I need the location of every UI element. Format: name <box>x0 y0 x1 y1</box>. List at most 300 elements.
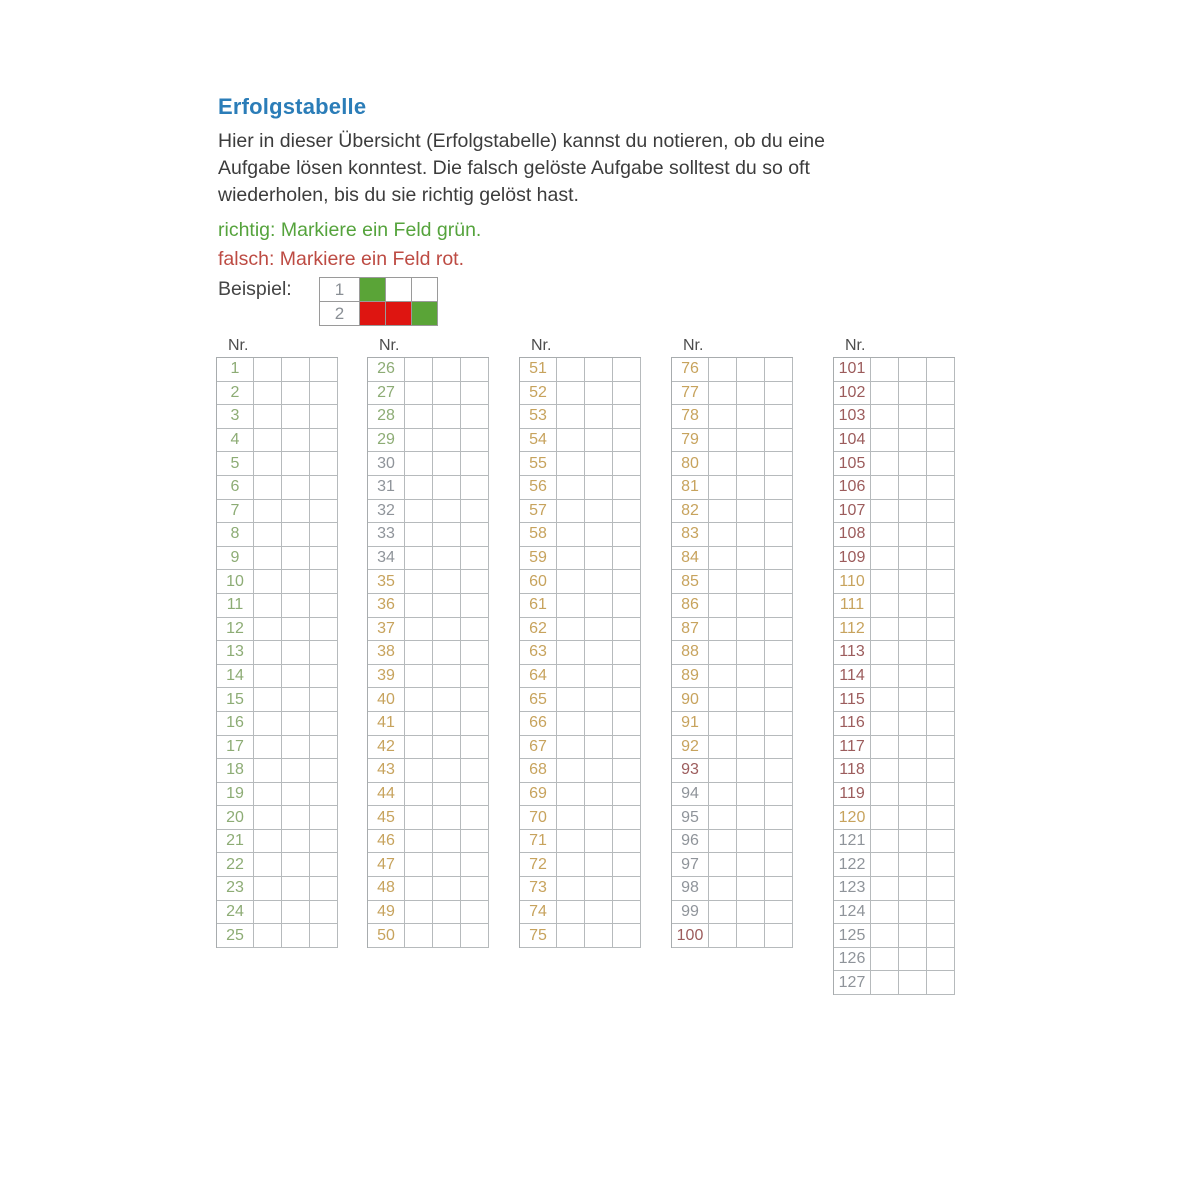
table-column <box>833 337 955 995</box>
mark-cell <box>310 736 338 760</box>
mark-cell <box>871 688 899 712</box>
mark-cell <box>282 924 310 948</box>
task-number-cell: 60 <box>520 570 557 594</box>
mark-cell <box>557 924 585 948</box>
mark-cell <box>709 688 737 712</box>
task-number-cell: 98 <box>672 877 709 901</box>
mark-cell <box>433 924 461 948</box>
task-number-cell: 76 <box>672 358 709 382</box>
mark-cell <box>613 806 641 830</box>
mark-cell <box>871 901 899 925</box>
mark-cell <box>310 641 338 665</box>
mark-cell <box>310 382 338 406</box>
mark-cell <box>613 570 641 594</box>
mark-cell <box>405 736 433 760</box>
table-grid <box>519 357 641 948</box>
mark-cell <box>433 736 461 760</box>
example-mark-cell-green <box>412 302 438 326</box>
mark-cell <box>585 712 613 736</box>
mark-cell <box>282 853 310 877</box>
task-number-cell: 46 <box>368 830 405 854</box>
mark-cell <box>310 618 338 642</box>
mark-cell <box>557 405 585 429</box>
mark-cell <box>433 853 461 877</box>
mark-cell <box>927 712 955 736</box>
mark-cell <box>585 853 613 877</box>
mark-cell <box>433 665 461 689</box>
task-number-cell: 127 <box>834 971 871 995</box>
mark-cell <box>737 618 765 642</box>
mark-cell <box>585 736 613 760</box>
mark-cell <box>310 358 338 382</box>
task-number-cell: 81 <box>672 476 709 500</box>
mark-cell <box>709 429 737 453</box>
task-number-cell: 62 <box>520 618 557 642</box>
mark-cell <box>433 688 461 712</box>
mark-cell <box>765 759 793 783</box>
mark-cell <box>709 830 737 854</box>
mark-cell <box>310 476 338 500</box>
mark-cell <box>927 618 955 642</box>
mark-cell <box>899 452 927 476</box>
mark-cell <box>765 688 793 712</box>
mark-cell <box>871 405 899 429</box>
mark-cell <box>927 665 955 689</box>
mark-cell <box>765 806 793 830</box>
mark-cell <box>405 665 433 689</box>
task-number-cell: 20 <box>217 806 254 830</box>
mark-cell <box>282 877 310 901</box>
mark-cell <box>737 901 765 925</box>
mark-cell <box>585 924 613 948</box>
mark-cell <box>927 806 955 830</box>
mark-cell <box>557 736 585 760</box>
task-number-cell: 103 <box>834 405 871 429</box>
mark-cell <box>282 759 310 783</box>
table-header: Nr. <box>379 337 400 354</box>
mark-cell <box>310 500 338 524</box>
mark-cell <box>585 476 613 500</box>
task-number-cell: 29 <box>368 429 405 453</box>
mark-cell <box>927 500 955 524</box>
mark-cell <box>765 405 793 429</box>
table-column <box>216 337 338 948</box>
mark-cell <box>765 547 793 571</box>
task-number-cell: 36 <box>368 594 405 618</box>
mark-cell <box>461 382 489 406</box>
mark-cell <box>585 641 613 665</box>
mark-cell <box>613 476 641 500</box>
task-number-cell: 67 <box>520 736 557 760</box>
mark-cell <box>461 665 489 689</box>
mark-cell <box>433 476 461 500</box>
mark-cell <box>737 924 765 948</box>
mark-cell <box>310 924 338 948</box>
mark-cell <box>433 594 461 618</box>
mark-cell <box>282 901 310 925</box>
mark-cell <box>433 783 461 807</box>
mark-cell <box>585 665 613 689</box>
mark-cell <box>405 688 433 712</box>
mark-cell <box>765 641 793 665</box>
task-number-cell: 105 <box>834 452 871 476</box>
mark-cell <box>254 594 282 618</box>
mark-cell <box>254 877 282 901</box>
mark-cell <box>433 570 461 594</box>
table-column <box>671 337 793 948</box>
mark-cell <box>737 500 765 524</box>
mark-cell <box>871 618 899 642</box>
mark-cell <box>461 476 489 500</box>
mark-cell <box>871 877 899 901</box>
table-grid <box>216 357 338 948</box>
mark-cell <box>405 358 433 382</box>
task-number-cell: 18 <box>217 759 254 783</box>
mark-cell <box>927 405 955 429</box>
task-number-cell: 79 <box>672 429 709 453</box>
mark-cell <box>310 429 338 453</box>
mark-cell <box>585 452 613 476</box>
mark-cell <box>282 452 310 476</box>
mark-cell <box>433 759 461 783</box>
mark-cell <box>927 736 955 760</box>
task-number-cell: 40 <box>368 688 405 712</box>
mark-cell <box>282 830 310 854</box>
task-number-cell: 14 <box>217 665 254 689</box>
task-number-cell: 12 <box>217 618 254 642</box>
mark-cell <box>871 452 899 476</box>
task-number-cell: 59 <box>520 547 557 571</box>
mark-cell <box>585 618 613 642</box>
example-number-cell: 2 <box>320 302 360 326</box>
mark-cell <box>765 358 793 382</box>
mark-cell <box>433 358 461 382</box>
task-number-cell: 3 <box>217 405 254 429</box>
mark-cell <box>557 618 585 642</box>
task-number-cell: 77 <box>672 382 709 406</box>
mark-cell <box>310 523 338 547</box>
mark-cell <box>557 429 585 453</box>
mark-cell <box>405 476 433 500</box>
mark-cell <box>871 476 899 500</box>
mark-cell <box>737 405 765 429</box>
mark-cell <box>871 641 899 665</box>
table-grid <box>671 357 793 948</box>
mark-cell <box>613 429 641 453</box>
mark-cell <box>405 901 433 925</box>
mark-cell <box>709 547 737 571</box>
mark-cell <box>927 594 955 618</box>
task-number-cell: 94 <box>672 783 709 807</box>
mark-cell <box>282 476 310 500</box>
mark-cell <box>433 500 461 524</box>
mark-cell <box>927 429 955 453</box>
mark-cell <box>899 618 927 642</box>
task-number-cell: 53 <box>520 405 557 429</box>
mark-cell <box>254 641 282 665</box>
task-number-cell: 15 <box>217 688 254 712</box>
task-number-cell: 90 <box>672 688 709 712</box>
mark-cell <box>709 665 737 689</box>
task-number-cell: 2 <box>217 382 254 406</box>
mark-cell <box>613 924 641 948</box>
mark-cell <box>282 570 310 594</box>
mark-cell <box>433 382 461 406</box>
mark-cell <box>433 712 461 736</box>
task-number-cell: 21 <box>217 830 254 854</box>
mark-cell <box>310 570 338 594</box>
mark-cell <box>585 429 613 453</box>
task-number-cell: 50 <box>368 924 405 948</box>
task-number-cell: 49 <box>368 901 405 925</box>
task-number-cell: 121 <box>834 830 871 854</box>
task-number-cell: 47 <box>368 853 405 877</box>
mark-cell <box>461 594 489 618</box>
mark-cell <box>310 783 338 807</box>
task-number-cell: 23 <box>217 877 254 901</box>
mark-cell <box>254 429 282 453</box>
task-number-cell: 84 <box>672 547 709 571</box>
mark-cell <box>613 500 641 524</box>
mark-cell <box>254 665 282 689</box>
mark-cell <box>871 783 899 807</box>
intro-line: Hier in dieser Übersicht (Erfolgstabelle) kannst du notieren, ob du eine <box>218 130 825 152</box>
mark-cell <box>871 948 899 972</box>
mark-cell <box>433 405 461 429</box>
mark-cell <box>254 500 282 524</box>
mark-cell <box>310 759 338 783</box>
mark-cell <box>557 806 585 830</box>
mark-cell <box>254 382 282 406</box>
mark-cell <box>871 806 899 830</box>
mark-cell <box>871 665 899 689</box>
mark-cell <box>613 641 641 665</box>
mark-cell <box>433 877 461 901</box>
task-number-cell: 63 <box>520 641 557 665</box>
mark-cell <box>557 500 585 524</box>
mark-cell <box>613 759 641 783</box>
mark-cell <box>254 759 282 783</box>
table-grid <box>367 357 489 948</box>
mark-cell <box>585 547 613 571</box>
mark-cell <box>737 382 765 406</box>
mark-cell <box>709 452 737 476</box>
mark-cell <box>585 500 613 524</box>
mark-cell <box>557 594 585 618</box>
task-number-cell: 66 <box>520 712 557 736</box>
example-mark-cell <box>386 278 412 302</box>
mark-cell <box>461 783 489 807</box>
mark-cell <box>585 830 613 854</box>
mark-cell <box>927 877 955 901</box>
mark-cell <box>405 523 433 547</box>
mark-cell <box>927 688 955 712</box>
mark-cell <box>709 476 737 500</box>
mark-cell <box>405 853 433 877</box>
mark-cell <box>282 594 310 618</box>
task-number-cell: 28 <box>368 405 405 429</box>
mark-cell <box>765 618 793 642</box>
mark-cell <box>254 853 282 877</box>
task-number-cell: 8 <box>217 523 254 547</box>
task-number-cell: 82 <box>672 500 709 524</box>
task-number-cell: 95 <box>672 806 709 830</box>
mark-cell <box>557 712 585 736</box>
mark-cell <box>310 547 338 571</box>
task-number-cell: 100 <box>672 924 709 948</box>
mark-cell <box>557 901 585 925</box>
mark-cell <box>585 523 613 547</box>
mark-cell <box>585 570 613 594</box>
mark-cell <box>557 570 585 594</box>
mark-cell <box>927 948 955 972</box>
mark-cell <box>461 736 489 760</box>
task-number-cell: 115 <box>834 688 871 712</box>
task-number-cell: 109 <box>834 547 871 571</box>
mark-cell <box>899 405 927 429</box>
task-number-cell: 1 <box>217 358 254 382</box>
task-number-cell: 122 <box>834 853 871 877</box>
example-label: Beispiel: <box>218 278 292 300</box>
mark-cell <box>899 688 927 712</box>
mark-cell <box>310 594 338 618</box>
task-number-cell: 10 <box>217 570 254 594</box>
task-number-cell: 75 <box>520 924 557 948</box>
task-number-cell: 56 <box>520 476 557 500</box>
mark-cell <box>871 853 899 877</box>
mark-cell <box>282 712 310 736</box>
task-number-cell: 111 <box>834 594 871 618</box>
task-number-cell: 123 <box>834 877 871 901</box>
mark-cell <box>310 830 338 854</box>
task-number-cell: 80 <box>672 452 709 476</box>
mark-cell <box>613 523 641 547</box>
task-number-cell: 112 <box>834 618 871 642</box>
task-number-cell: 85 <box>672 570 709 594</box>
mark-cell <box>899 830 927 854</box>
task-number-cell: 99 <box>672 901 709 925</box>
mark-cell <box>282 806 310 830</box>
task-number-cell: 6 <box>217 476 254 500</box>
mark-cell <box>461 712 489 736</box>
task-number-cell: 7 <box>217 500 254 524</box>
mark-cell <box>899 877 927 901</box>
mark-cell <box>461 901 489 925</box>
table-header: Nr. <box>845 337 866 354</box>
mark-cell <box>709 570 737 594</box>
task-number-cell: 5 <box>217 452 254 476</box>
mark-cell <box>433 641 461 665</box>
mark-cell <box>709 853 737 877</box>
task-number-cell: 101 <box>834 358 871 382</box>
mark-cell <box>613 594 641 618</box>
task-number-cell: 126 <box>834 948 871 972</box>
mark-cell <box>282 618 310 642</box>
mark-cell <box>433 547 461 571</box>
mark-cell <box>927 924 955 948</box>
mark-cell <box>405 429 433 453</box>
mark-cell <box>254 618 282 642</box>
mark-cell <box>282 358 310 382</box>
mark-cell <box>310 806 338 830</box>
mark-cell <box>461 405 489 429</box>
task-number-cell: 42 <box>368 736 405 760</box>
task-number-cell: 55 <box>520 452 557 476</box>
task-number-cell: 104 <box>834 429 871 453</box>
mark-cell <box>737 594 765 618</box>
mark-cell <box>585 877 613 901</box>
mark-cell <box>737 358 765 382</box>
mark-cell <box>405 877 433 901</box>
mark-cell <box>613 712 641 736</box>
example-mark-cell-red <box>386 302 412 326</box>
mark-cell <box>282 429 310 453</box>
mark-cell <box>433 806 461 830</box>
mark-cell <box>433 901 461 925</box>
mark-cell <box>737 688 765 712</box>
mark-cell <box>899 759 927 783</box>
task-number-cell: 83 <box>672 523 709 547</box>
mark-cell <box>461 853 489 877</box>
task-number-cell: 33 <box>368 523 405 547</box>
mark-cell <box>461 570 489 594</box>
mark-cell <box>871 971 899 995</box>
mark-cell <box>405 547 433 571</box>
intro-line: Aufgabe lösen konntest. Die falsch gelöste Aufgabe solltest du so oft <box>218 157 810 179</box>
mark-cell <box>310 405 338 429</box>
mark-cell <box>254 783 282 807</box>
mark-cell <box>871 500 899 524</box>
mark-cell <box>899 382 927 406</box>
mark-cell <box>737 759 765 783</box>
task-number-cell: 38 <box>368 641 405 665</box>
mark-cell <box>765 783 793 807</box>
mark-cell <box>899 806 927 830</box>
task-number-cell: 9 <box>217 547 254 571</box>
mark-cell <box>310 877 338 901</box>
mark-cell <box>557 476 585 500</box>
task-number-cell: 89 <box>672 665 709 689</box>
mark-cell <box>899 712 927 736</box>
task-number-cell: 68 <box>520 759 557 783</box>
mark-cell <box>899 476 927 500</box>
task-number-cell: 31 <box>368 476 405 500</box>
mark-cell <box>254 405 282 429</box>
mark-cell <box>282 665 310 689</box>
mark-cell <box>899 594 927 618</box>
mark-cell <box>927 759 955 783</box>
mark-cell <box>737 736 765 760</box>
mark-cell <box>282 641 310 665</box>
mark-cell <box>927 358 955 382</box>
mark-cell <box>927 452 955 476</box>
mark-cell <box>613 547 641 571</box>
task-number-cell: 35 <box>368 570 405 594</box>
task-number-cell: 86 <box>672 594 709 618</box>
example-mark-cell-red <box>360 302 386 326</box>
task-number-cell: 58 <box>520 523 557 547</box>
mark-cell <box>585 382 613 406</box>
task-number-cell: 119 <box>834 783 871 807</box>
table-column <box>519 337 641 948</box>
task-number-cell: 61 <box>520 594 557 618</box>
mark-cell <box>557 665 585 689</box>
mark-cell <box>613 830 641 854</box>
intro-line: wiederholen, bis du sie richtig gelöst hast. <box>218 184 579 206</box>
mark-cell <box>871 547 899 571</box>
mark-cell <box>709 877 737 901</box>
mark-cell <box>613 358 641 382</box>
